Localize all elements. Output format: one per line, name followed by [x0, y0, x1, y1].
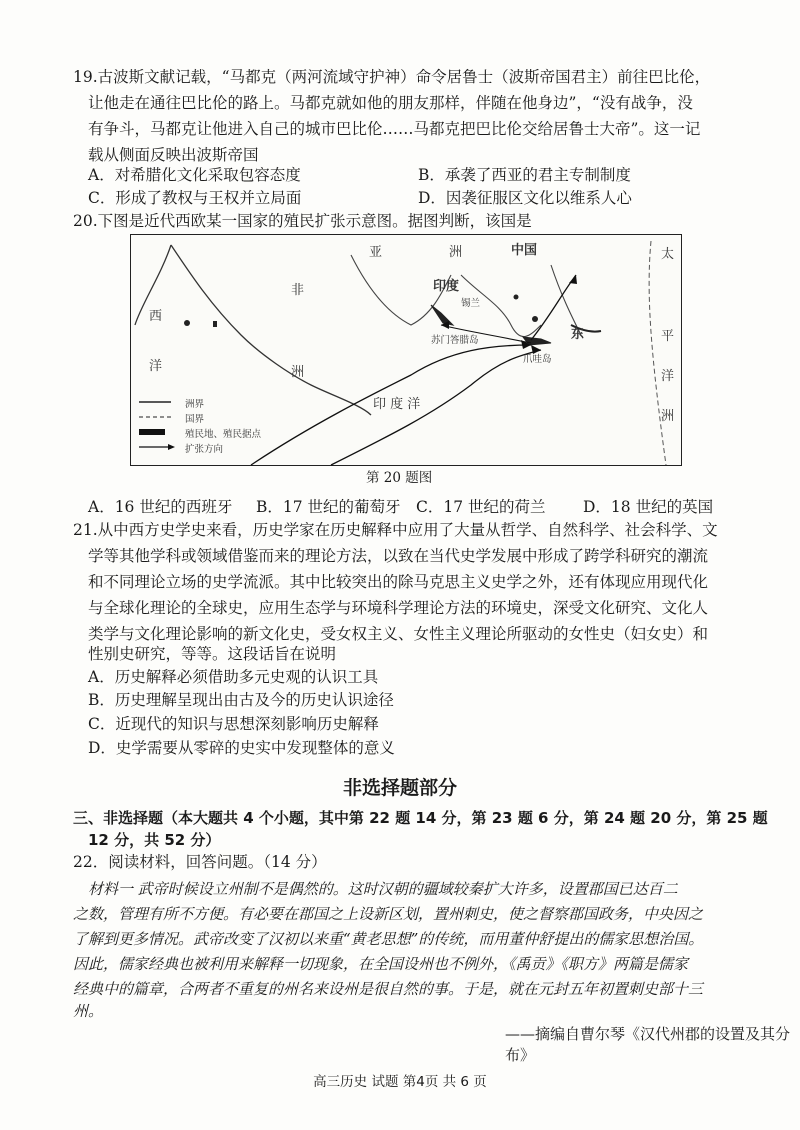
q21-line-1: 21.从中西方史学史来看，历史学家在历史解释中应用了大量从哲学、自然科学、社会科学、文 — [73, 521, 718, 539]
map-caption: 第 20 题图 — [366, 470, 433, 486]
section-title: 非选择题部分 — [342, 777, 457, 799]
map-label-asia-1: 亚 — [369, 245, 383, 260]
q21-option-b[interactable]: B．历史理解呈现出由古及今的历史认识途径 — [88, 691, 394, 709]
map-label-asia-2: 洲 — [449, 245, 463, 260]
q22-source: ——摘编自曹尔琴《汉代州郡的设置及其分布》 — [505, 1025, 791, 1064]
q19-line-4: 载从侧面反映出波斯帝国 — [88, 146, 259, 164]
map-label-africa-1: 非 — [291, 283, 305, 298]
map-label-ocean-w: 洋 — [149, 359, 163, 374]
q22-material-line-1: 材料一 武帝时候设立州制不是偶然的。这时汉朝的疆域较秦扩大许多，设置郡国已达百二 — [88, 880, 678, 898]
legend-continent-border: 洲界 — [185, 398, 205, 410]
q22-material-line-5: 经典中的篇章，合两者不重复的州名来设州是很自然的事。于是，就在元封五年初置刺史部十三 — [73, 980, 704, 998]
map-label-china: 中国 — [511, 243, 538, 258]
q21-line-5: 类学与文化理论影响的新文化史，受女权主义、女性主义理论所驱动的女性史（妇女史）和 — [88, 625, 709, 643]
q20-stem: 20.下图是近代西欧某一国家的殖民扩张示意图。据图判断，该国是 — [73, 212, 532, 230]
q22-material-line-2: 之数，管理有所不方便。有必要在郡国之上设新区划，置州刺史，使之督察郡国政务，中央因之 — [73, 905, 704, 923]
q19-option-c[interactable]: C．形成了教权与王权并立局面 — [88, 189, 302, 207]
q19-line-3: 有争斗，马都克让他进入自己的城市巴比伦……马都克把巴比伦交给居鲁士大帝”。这一记 — [88, 120, 701, 138]
q20-option-b[interactable]: B．17 世纪的葡萄牙 — [256, 498, 401, 516]
legend-national-border: 国界 — [185, 413, 205, 425]
q19-option-b[interactable]: B．承袭了西亚的君主专制制度 — [418, 166, 631, 184]
q20-option-a[interactable]: A．16 世纪的西班牙 — [88, 498, 233, 516]
q21-option-a[interactable]: A．历史解释必须借助多元史观的认识工具 — [88, 668, 379, 686]
map-label-pacific-1: 太 — [661, 247, 675, 262]
map-label-xi: 西 — [149, 309, 163, 324]
q19-line-1: 19.古波斯文献记载，“马都克（两河流域守护神）命令居鲁士（波斯帝国君主）前往巴比伦， — [73, 68, 711, 86]
map-label-pacific-3: 洋 — [661, 369, 675, 384]
q21-line-2: 学等其他学科或领域借鉴而来的理论方法，以致在当代史学发展中形成了跨学科研究的潮流 — [88, 547, 709, 565]
q22-material-line-3: 了解到更多情况。武帝改变了汉初以来重“黄老思想”的传统，而用董仲舒提出的儒家思想治国。 — [73, 930, 704, 948]
q21-line-6: 性别史研究，等等。这段话旨在说明 — [88, 645, 337, 663]
part3-heading-line-2: 12 分，共 52 分） — [88, 831, 221, 849]
q20-option-d[interactable]: D．18 世纪的英国 — [583, 498, 714, 516]
part3-heading-line-1: 三、非选择题（本大题共 4 个小题，其中第 22 题 14 分，第 23 题 6 分，第 24 题 20 分，第 25 题 — [73, 809, 768, 827]
legend-colony: 殖民地、殖民据点 — [185, 428, 262, 440]
map-label-colombo: 锡兰 — [461, 298, 481, 309]
q19-option-d[interactable]: D．因袭征服区文化以维系人心 — [418, 189, 632, 207]
map-label-india: 印度 — [433, 279, 460, 294]
q21-option-c[interactable]: C．近现代的知识与思想深刻影响历史解释 — [88, 715, 379, 733]
q19-line-2: 让他走在通往巴比伦的路上。马都克就如他的朋友那样，伴随在他身边”，“没有战争，没 — [88, 94, 693, 112]
q21-option-d[interactable]: D．史学需要从零碎的史实中发现整体的意义 — [88, 739, 395, 757]
q22-material-line-6: 州。 — [73, 1002, 104, 1020]
map-legend — [137, 395, 261, 455]
map-label-indian-ocean: 印 度 洋 — [373, 397, 421, 412]
map-label-pacific-2: 平 — [661, 329, 675, 344]
q22-stem: 22．阅读材料，回答问题。（14 分） — [73, 853, 327, 871]
q21-line-3: 和不同理论立场的史学流派。其中比较突出的除马克思主义史学之外，还有体现应用现代化 — [88, 573, 709, 591]
q19-option-a[interactable]: A．对希腊化文化采取包容态度 — [88, 166, 301, 184]
map-label-dong: 东 — [571, 327, 585, 342]
q22-material-line-4: 因此，儒家经典也被利用来解释一切现象，在全国设州也不例外，《禹贡》《职方》两篇是儒家 — [73, 955, 689, 973]
map-label-pacific-4: 洲 — [661, 409, 675, 424]
q20-option-c[interactable]: C．17 世纪的荷兰 — [416, 498, 546, 516]
colonial-expansion-map — [130, 234, 682, 466]
page-footer: 高三历史 试题 第4页 共 6 页 — [313, 1074, 487, 1090]
legend-expansion: 扩张方向 — [185, 443, 224, 455]
q21-line-4: 与全球化理论的全球史，应用生态学与环境科学理论方法的环境史，深受文化研究、文化人 — [88, 599, 709, 617]
map-label-java: 爪哇岛 — [523, 354, 552, 365]
map-label-africa-2: 洲 — [291, 365, 305, 380]
map-label-sumatra: 苏门答腊岛 — [431, 335, 479, 346]
